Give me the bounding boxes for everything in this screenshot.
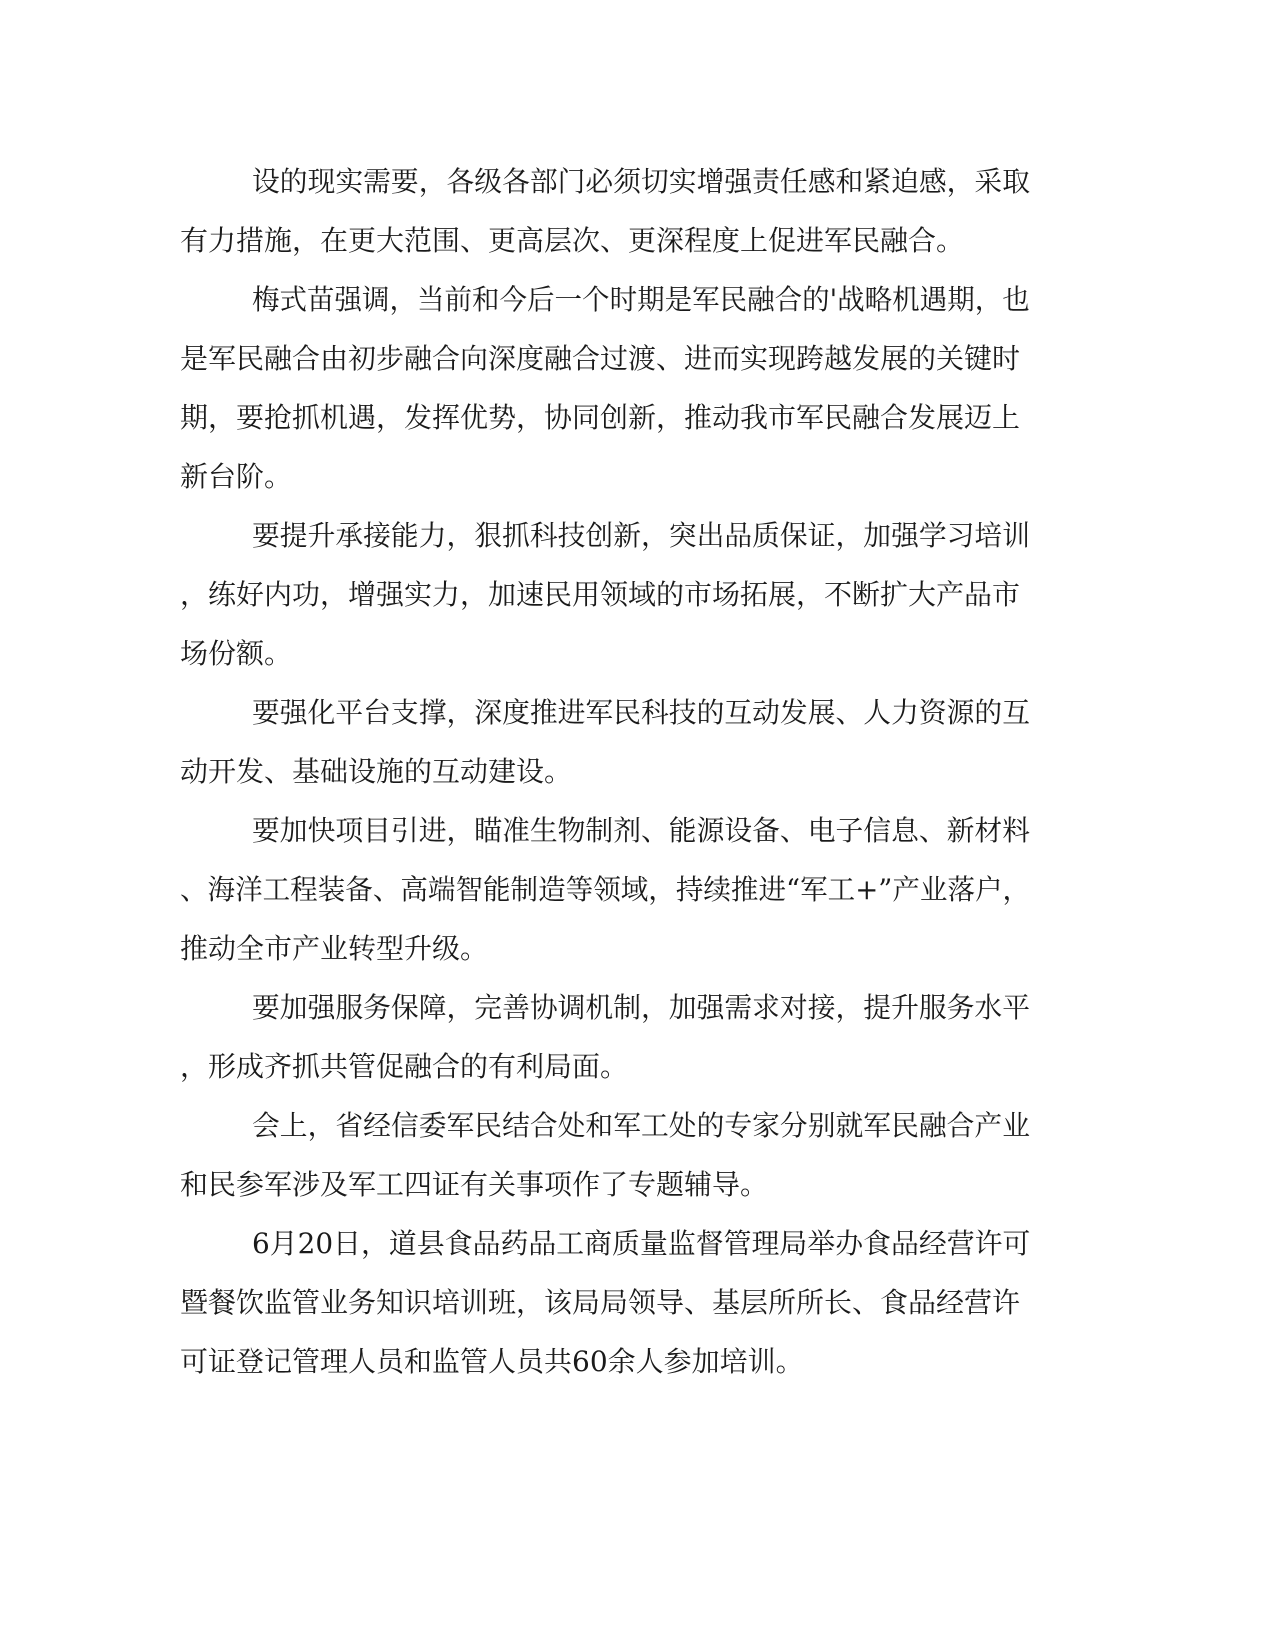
text-line: 场份额。	[180, 637, 293, 670]
text-line: 有力措施，在更大范围、更高层次、更深程度上促进军民融合。	[180, 224, 965, 257]
text-line: 是军民融合由初步融合向深度融合过渡、进而实现跨越发展的关键时	[180, 342, 1021, 375]
text-line: 动开发、基础设施的互动建设。	[180, 755, 573, 788]
text-line: 新台阶。	[180, 460, 293, 493]
text-line: 可证登记管理人员和监管人员共60余人参加培训。	[180, 1345, 804, 1378]
text-line: 6月20日，道县食品药品工商质量监督管理局举办食品经营许可	[252, 1227, 1031, 1260]
text-line: 设的现实需要，各级各部门必须切实增强责任感和紧迫感，采取	[252, 165, 1031, 198]
text-line: 会上，省经信委军民结合处和军工处的专家分别就军民融合产业	[252, 1109, 1031, 1142]
text-line: 要提升承接能力，狠抓科技创新，突出品质保证，加强学习培训	[252, 519, 1031, 552]
text-line: ，形成齐抓共管促融合的有利局面。	[180, 1050, 629, 1083]
text-line: 推动全市产业转型升级。	[180, 932, 489, 965]
text-line: 要强化平台支撑，深度推进军民科技的互动发展、人力资源的互	[252, 696, 1031, 729]
text-line: ，练好内功，增强实力，加速民用领域的市场拓展，不断扩大产品市	[180, 578, 1021, 611]
text-line: 和民参军涉及军工四证有关事项作了专题辅导。	[180, 1168, 769, 1201]
text-line: 、海洋工程装备、高端智能制造等领域，持续推进“军工+”产业落户，	[180, 873, 1031, 906]
text-line: 梅式苗强调，当前和今后一个时期是军民融合的'战略机遇期，也	[252, 283, 1030, 316]
text-line: 期，要抢抓机遇，发挥优势，协同创新，推动我市军民融合发展迈上	[180, 401, 1021, 434]
text-line: 暨餐饮监管业务知识培训班，该局局领导、基层所所长、食品经营许	[180, 1286, 1021, 1319]
text-line: 要加强服务保障，完善协调机制，加强需求对接，提升服务水平	[252, 991, 1031, 1024]
text-line: 要加快项目引进，瞄准生物制剂、能源设备、电子信息、新材料	[252, 814, 1031, 847]
